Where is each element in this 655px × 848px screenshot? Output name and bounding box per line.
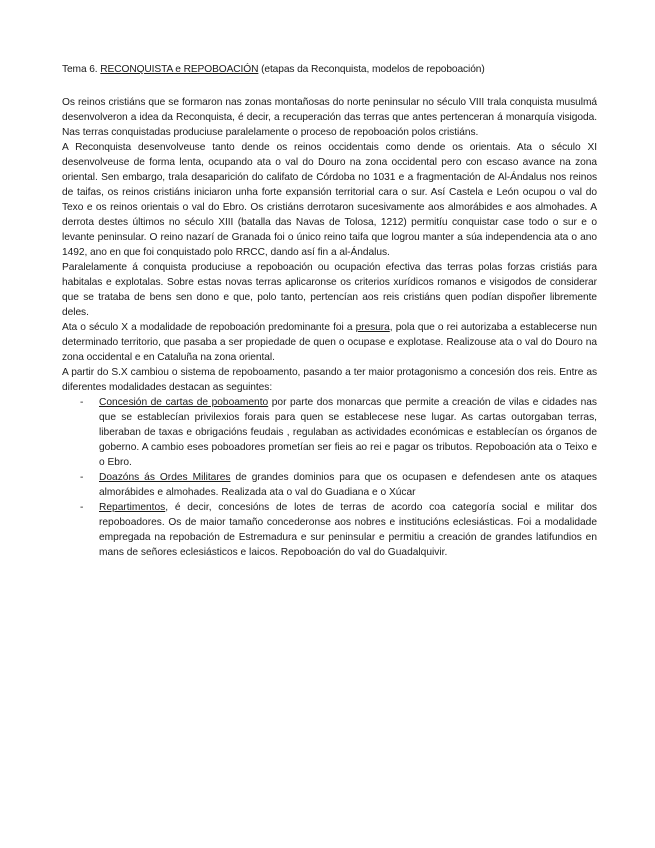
document-page [62, 62, 597, 560]
list-item-term: Repartimentos [99, 502, 166, 513]
list-item-term: Doazóns ás Ordes Militares [99, 472, 231, 483]
presura-term: presura [355, 322, 390, 333]
paragraph-presura [62, 320, 597, 365]
list-item-text: por parte dos monarcas que permite a creación de vilas e cidades nas que se establecían privilexios forais para quen se establecese nese lugar. As cartas outorgaban terras, liberaban de taxas e obrigacións feudais , regulaban as actividades económicas e establecían os órganos de goberno. A cambio eses poboadores prometían ser fieis ao rei e pagar os tributos. Repoboación ata o Teixo e o Ebro. [99, 397, 598, 468]
paragraph-modalidades: A partir do S.X cambiou o sistema de repoboamento, pasando a ter maior protagonismo a concesión dos reis. Entre as diferentes modalidades destacan as seguintes: [62, 367, 597, 393]
paragraph-reconquista: A Reconquista desenvolveuse tanto dende os reinos occidentais como dende os orientais. Ata o século XI desenvolveuse de forma lenta, ocupando ata o val do Douro na zona occidental pero con escaso avance na zona oriental. Sen embargo, trala desaparición do califato de Córdoba no 1031 e a fragmentación de Al-Ándalus nos reinos de taifas, os reinos cristiáns iniciaron unha forte expansión territorial cara o sur. Así Castela e León ocupou o val do Texo e os reinos orientais o val do Ebro. Os cristiáns derrotaron sucesivamente aos almorábides e aos almohades. A derrota destes últimos no século XIII (batalla das Navas de Tolosa, 1212) permitíu conquistar case todo o sur e o levante peninsular. O reino nazarí de Granada foi o único reino taifa que logrou manter a súa independencia ata o ano 1492, ano en que foi conquistado polo RRCC, dando así fin a al-Ándalus. [62, 142, 597, 258]
title-suffix: (etapas da Reconquista, modelos de repoboación) [261, 64, 485, 75]
list-item [62, 500, 597, 560]
list-dash: - [80, 502, 84, 513]
list-item-term: Concesión de cartas de poboamento [99, 397, 269, 408]
title-underlined: RECONQUISTA e REPOBOACIÓN [100, 64, 259, 75]
presura-before: Ata o século X a modalidade de repoboación predominante foi a [62, 322, 353, 333]
title-prefix: Tema 6. [62, 64, 98, 75]
document-title [62, 62, 597, 77]
modalidades-list [62, 395, 597, 560]
list-item-text: de grandes dominios para que os ocupasen e defendesen ante os ataques almorábides e almohades. Realizada ata o val do Guadiana e o Xúcar [99, 472, 597, 498]
presura-after: , pola que o rei autorizaba a establecerse nun determinado territorio, que pasaba a ser propiedade de quen o ocupase e explotase. Realizouse ata o val do Douro na zona occidental e en Cataluña na zona oriental. [62, 322, 598, 363]
paragraph-repoboacion: Paralelamente á conquista produciuse a repoboación ou ocupación efectiva das terras polas forzas cristiás para habitalas e explotalas. Sobre estas novas terras aplicaronse os criterios xurídicos romanos e visigodos de considerar que se trataba de bens sen dono e que, polo tanto, pertencían aos reis cristiáns quen podían dispoñer libremente deles. [62, 262, 597, 318]
list-item [62, 470, 597, 500]
list-dash: - [80, 397, 84, 408]
list-dash: - [80, 472, 84, 483]
list-item [62, 395, 597, 470]
paragraph-intro: Os reinos cristiáns que se formaron nas zonas montañosas do norte peninsular no século VIII trala conquista musulmá desenvolveron a idea da Reconquista, é decir, a recuperación das terras que antes pertenceran á monarquía visigoda. Nas terras conquistadas produciuse paralelamente o proceso de repoboación polos cristiáns. [62, 97, 597, 138]
list-item-text: , é decir, concesións de lotes de terras de acordo coa categoría social e militar dos repoboadores. Os de maior tamaño concederonse aos nobres e institucións eclesiásticas. Foi a modalidade empregada na repobación de Estremadura e sur peninsular e permitiu a creación de grandes latifundios en mans de señores eclesiásticos e laicos. Repoboación do val do Guadalquivir. [99, 502, 597, 558]
